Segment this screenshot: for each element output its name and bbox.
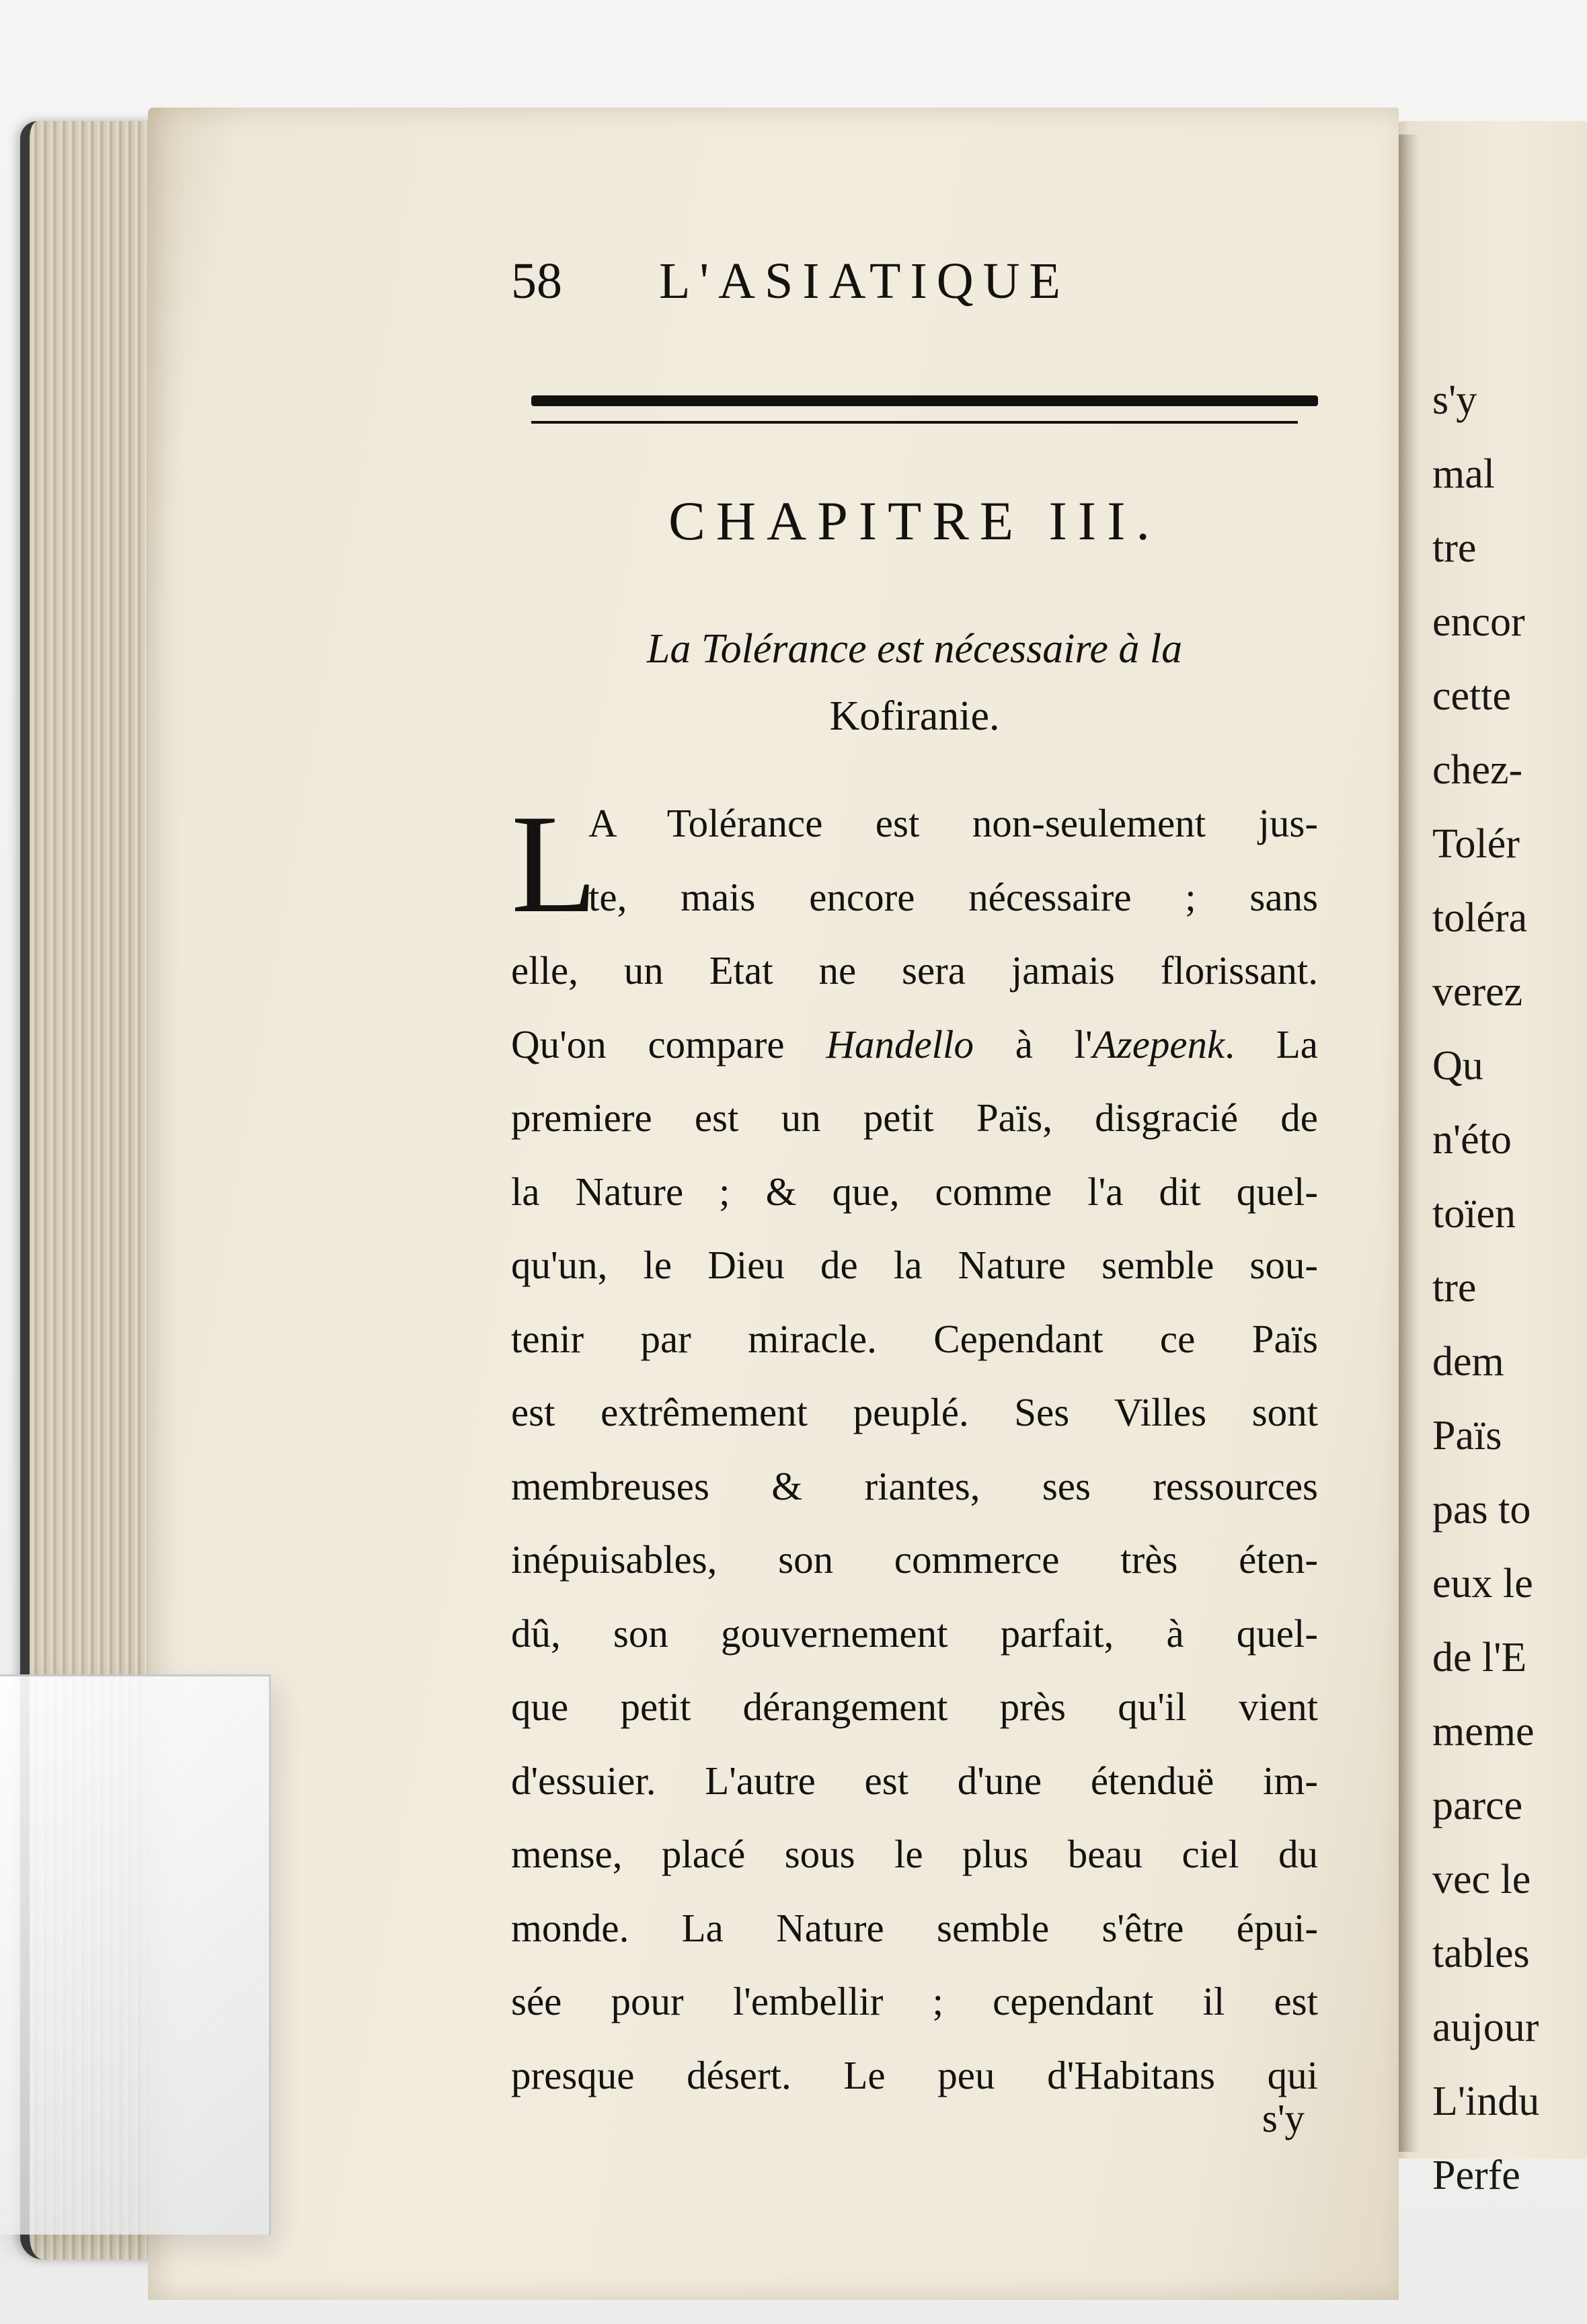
drop-cap: L <box>511 786 598 942</box>
subtitle-line-1: La Tolérance est nécessaire à la <box>646 626 1183 672</box>
facing-fragment: pas to <box>1432 1487 1531 1533</box>
chapter-subtitle <box>511 615 1318 750</box>
facing-fragment: meme <box>1432 1709 1535 1754</box>
text-line-14: d'essuier. L'autre est d'une étenduë im- <box>511 1758 1318 1803</box>
facing-fragment: de l'E <box>1432 1635 1527 1680</box>
facing-fragment: tre <box>1432 1265 1477 1311</box>
place-name-2: Azepenk <box>1092 1021 1225 1067</box>
text-line-8: tenir par miracle. Cependant ce Païs <box>511 1316 1318 1361</box>
text-line-5: premiere est un petit Païs, disgracié de <box>511 1095 1318 1140</box>
facing-page-text <box>1432 363 1539 2212</box>
facing-fragment: encor <box>1432 599 1525 645</box>
facing-fragment: toléra <box>1432 895 1528 941</box>
head-rule-thick <box>531 395 1318 406</box>
head-rule-thin <box>531 421 1298 424</box>
facing-fragment: chez- <box>1432 747 1523 793</box>
facing-fragment: Païs <box>1432 1413 1502 1459</box>
text-line-10: membreuses & riantes, ses ressources <box>511 1463 1318 1508</box>
text-line-4: Qu'on compare Handello à l'Azepenk. La <box>511 1021 1318 1067</box>
running-head <box>511 242 1318 330</box>
text-line-7: qu'un, le Dieu de la Nature semble sou- <box>511 1243 1318 1287</box>
facing-fragment: tre <box>1432 525 1477 571</box>
facing-fragment: tables <box>1432 1931 1530 1976</box>
text-line-11: inépuisables, son commerce très éten- <box>511 1537 1318 1582</box>
facing-fragment: dem <box>1432 1339 1504 1385</box>
chapter-heading: CHAPITRE III. <box>668 490 1161 551</box>
text-line-18: presque désert. Le peu d'Habitans qui <box>511 2052 1318 2097</box>
facing-fragment: n'éto <box>1432 1117 1512 1163</box>
place-name-1: Handello <box>826 1021 974 1067</box>
facing-fragment: s'y <box>1432 377 1477 423</box>
text-line-1: A Tolérance est non-seulement jus- <box>588 801 1318 845</box>
text-line-16: monde. La Nature semble s'être épui- <box>511 1905 1318 1950</box>
text-line-17: sée pour l'embellir ; cependant il est <box>511 1979 1318 2023</box>
body-text <box>511 787 1318 2112</box>
acrylic-stand <box>0 1674 271 2235</box>
facing-fragment: mal <box>1432 451 1495 497</box>
catchword: s'y <box>1262 2096 1305 2140</box>
text-line-3: elle, un Etat ne sera jamais florissant. <box>511 948 1318 993</box>
text-line-6: la Nature ; & que, comme l'a dit quel- <box>511 1169 1318 1214</box>
text-line-15: mense, placé sous le plus beau ciel du <box>511 1832 1318 1876</box>
facing-fragment: aujour <box>1432 2005 1539 2050</box>
facing-fragment: parce <box>1432 1783 1523 1828</box>
facing-fragment: Tolér <box>1432 821 1520 867</box>
facing-fragment: Qu <box>1432 1043 1483 1089</box>
text-line-13: que petit dérangement près qu'il vient <box>511 1684 1318 1729</box>
facing-fragment: toïen <box>1432 1191 1516 1237</box>
page-number: 58 <box>511 253 562 309</box>
facing-fragment: cette <box>1432 673 1512 719</box>
subtitle-line-2: Kofiranie. <box>829 693 1000 739</box>
facing-fragment: eux le <box>1432 1561 1533 1606</box>
facing-fragment: Perfe <box>1432 2153 1520 2198</box>
facing-fragment: verez <box>1432 969 1523 1015</box>
facing-fragment: L'indu <box>1432 2079 1540 2124</box>
facing-fragment: vec le <box>1432 1857 1531 1902</box>
text-line-2: te, mais encore nécessaire ; sans <box>588 874 1318 919</box>
running-title: L'ASIATIQUE <box>659 253 1070 309</box>
text-line-9: est extrêmement peuplé. Ses Villes sont <box>511 1390 1318 1434</box>
text-line-12: dû, son gouvernement parfait, à quel- <box>511 1611 1318 1656</box>
